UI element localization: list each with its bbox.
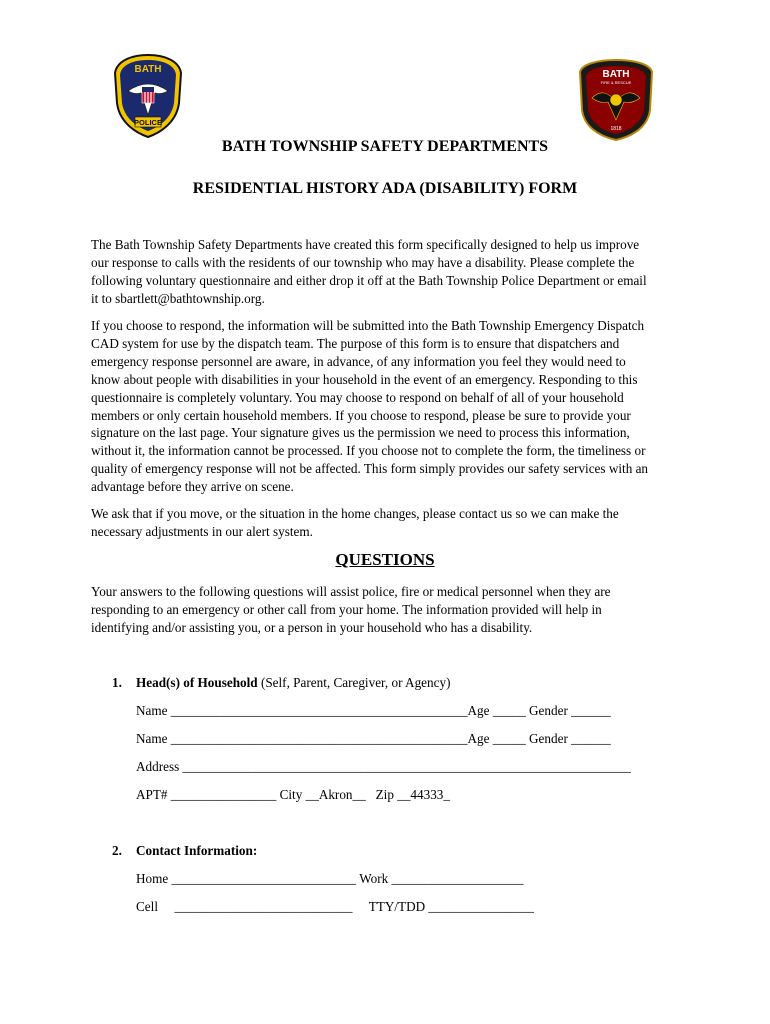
question-2-title: Contact Information: bbox=[136, 843, 258, 858]
intro-paragraph-3: We ask that if you move, or the situation in the home changes, please contact us so we can make the necessary adjustments in our alert system. bbox=[91, 506, 619, 539]
svg-text:BATH: BATH bbox=[602, 69, 630, 80]
question-2-number: 2. bbox=[112, 843, 122, 858]
page-title: BATH TOWNSHIP SAFETY DEPARTMENTS bbox=[221, 138, 549, 155]
address-field[interactable]: Address ____________________________________________________________________ bbox=[136, 759, 631, 774]
bath-police-badge-logo bbox=[113, 53, 183, 139]
intro-paragraph-1: The Bath Township Safety Departments have created this form specifically designed to help us improve our response to calls with the residents of our township who may have a disability. Please complete the following voluntary questionnaire and either drop it off at the Bath Township Police Department or email it to sbartlett@bathtownship.org. bbox=[91, 237, 647, 306]
intro-paragraph-2: If you choose to respond, the information will be submitted into the Bath Township Emergency Dispatch CAD system for use by the dispatch team. The purpose of this form is to ensure that dispatchers and emergency response personnel are aware, in advance, of any information you feel they would need to know about people with disabilities in your household in the event of an emergency. Responding to this questionnaire is completely voluntary. You may choose to respond on behalf of all of your household members or only certain household members. If you choose to respond, please be sure to provide your signature on the last page. Your signature gives us the permission we need to process this information, without it, the information cannot be processed. If you choose not to complete the form, the timeliness or quality of emergency response will not be affected. This form simply provides our safety services with an advantage before they arrive on scene. bbox=[91, 318, 649, 495]
household-name-1-field[interactable]: Name _____________________________________________Age _____ Gender ______ bbox=[136, 703, 611, 718]
svg-text:FIRE & RESCUE: FIRE & RESCUE bbox=[600, 80, 632, 85]
zip-field[interactable]: __44333_ bbox=[397, 787, 450, 802]
questions-heading: QUESTIONS bbox=[335, 550, 435, 569]
apt-field[interactable]: APT# ________________ City bbox=[136, 787, 306, 802]
apt-city-zip-row bbox=[136, 787, 450, 803]
question-1-number: 1. bbox=[112, 675, 122, 690]
cell-tty-phone-fields[interactable]: Cell ___________________________ TTY/TDD ________________ bbox=[136, 899, 534, 914]
question-1-hint: (Self, Parent, Caregiver, or Agency) bbox=[257, 675, 451, 690]
question-1-heading bbox=[136, 675, 450, 691]
city-field[interactable]: __Akron__ bbox=[305, 787, 366, 802]
zip-label: Zip bbox=[365, 787, 398, 802]
svg-text:POLICE: POLICE bbox=[134, 118, 162, 127]
household-name-2-field[interactable]: Name _____________________________________________Age _____ Gender ______ bbox=[136, 731, 611, 746]
questions-intro: Your answers to the following questions will assist police, fire or medical personnel when they are responding to an emergency or other call from your home. The information provided will help in identifying and/or assisting you, or a person in your household who has a disability. bbox=[91, 584, 611, 635]
svg-text:BATH: BATH bbox=[134, 64, 162, 75]
svg-text:1818: 1818 bbox=[610, 126, 622, 132]
bath-fire-rescue-badge-logo bbox=[578, 58, 654, 142]
form-subtitle: RESIDENTIAL HISTORY ADA (DISABILITY) FORM bbox=[192, 180, 578, 197]
home-work-phone-fields[interactable]: Home ____________________________ Work ____________________ bbox=[136, 871, 524, 886]
question-1-title: Head(s) of Household bbox=[136, 675, 258, 690]
